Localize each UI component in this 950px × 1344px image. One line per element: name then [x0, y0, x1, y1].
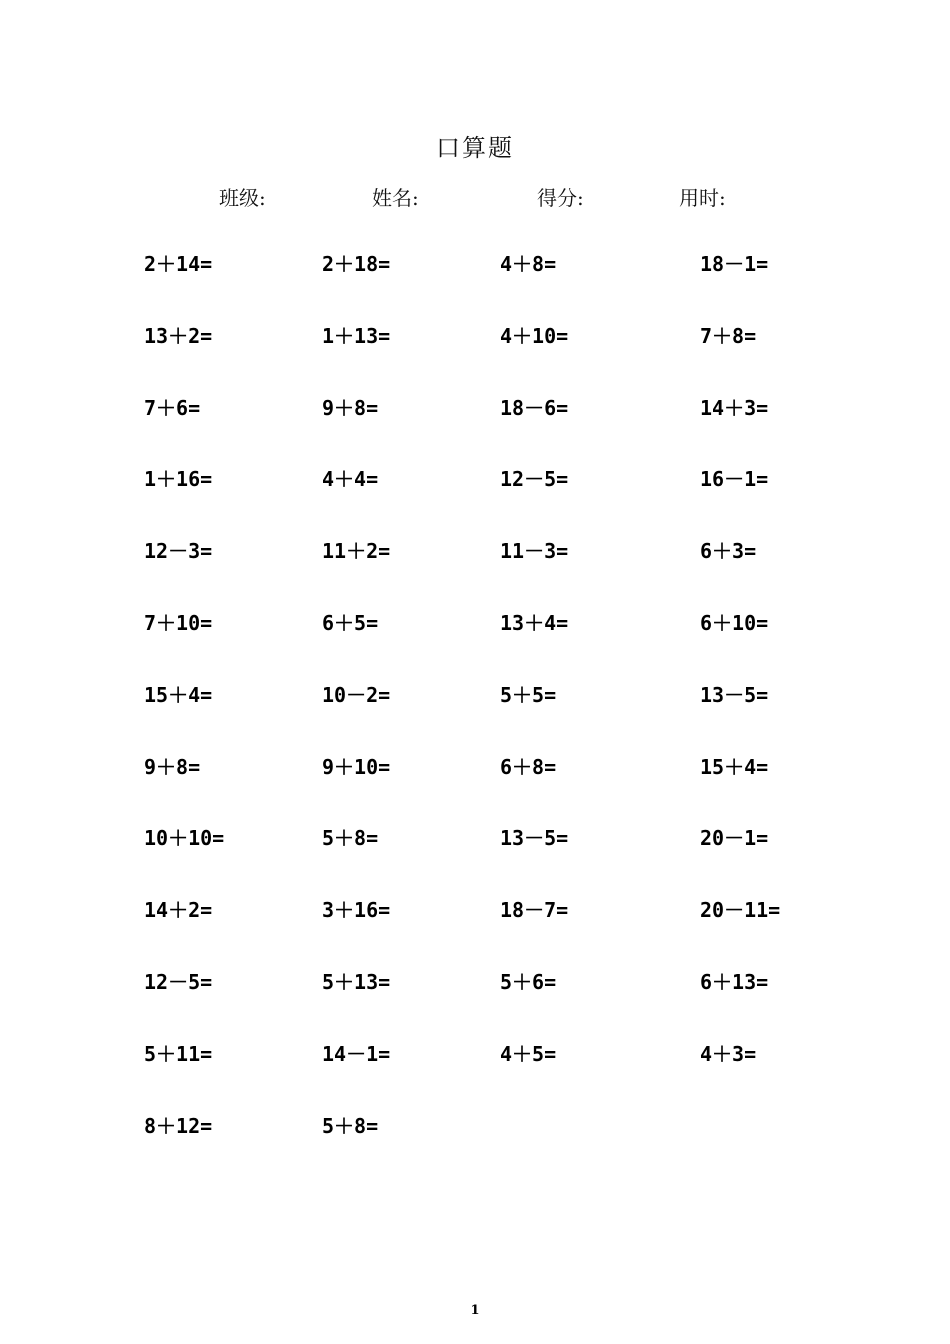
problem-item: 9＋10=	[322, 755, 391, 779]
problem-item: 2＋14=	[144, 252, 213, 276]
problem-item: 4＋8=	[500, 252, 557, 276]
problem-item: 7＋8=	[700, 324, 757, 348]
problem-item: 20－1=	[700, 826, 769, 850]
problem-item: 18－1=	[700, 252, 769, 276]
problem-item: 7＋10=	[144, 611, 213, 635]
problem-item: 4＋3=	[700, 1042, 757, 1066]
name-field-label: 姓名:	[372, 186, 419, 210]
problem-item: 14－1=	[322, 1042, 391, 1066]
problem-item: 14＋2=	[144, 898, 213, 922]
problem-item: 8＋12=	[144, 1114, 213, 1138]
problem-item: 4＋10=	[500, 324, 569, 348]
problem-item: 5＋11=	[144, 1042, 213, 1066]
problem-item: 1＋16=	[144, 467, 213, 491]
problem-item: 16－1=	[700, 467, 769, 491]
problem-item: 10＋10=	[144, 826, 225, 850]
problem-item: 12－3=	[144, 539, 213, 563]
problem-item: 15＋4=	[700, 755, 769, 779]
problem-item: 20－11=	[700, 898, 781, 922]
problem-item: 10－2=	[322, 683, 391, 707]
problem-item: 18－6=	[500, 396, 569, 420]
problem-item: 9＋8=	[144, 755, 201, 779]
page-number: 1	[470, 1303, 480, 1318]
time-field-label: 用时:	[679, 186, 726, 210]
problem-item: 5＋13=	[322, 970, 391, 994]
problem-item: 5＋8=	[322, 826, 379, 850]
problem-item: 6＋13=	[700, 970, 769, 994]
problem-item: 13＋4=	[500, 611, 569, 635]
problem-item: 11－3=	[500, 539, 569, 563]
problem-item: 4＋5=	[500, 1042, 557, 1066]
problem-item: 18－7=	[500, 898, 569, 922]
problem-item: 1＋13=	[322, 324, 391, 348]
problem-item: 13－5=	[500, 826, 569, 850]
problem-item: 4＋4=	[322, 467, 379, 491]
problem-item: 15＋4=	[144, 683, 213, 707]
problem-item: 6＋10=	[700, 611, 769, 635]
problem-item: 6＋8=	[500, 755, 557, 779]
problem-item: 5＋6=	[500, 970, 557, 994]
problem-item: 13－5=	[700, 683, 769, 707]
problem-item: 5＋8=	[322, 1114, 379, 1138]
class-field-label: 班级:	[219, 186, 266, 210]
problem-item: 14＋3=	[700, 396, 769, 420]
problem-item: 12－5=	[500, 467, 569, 491]
problem-item: 6＋5=	[322, 611, 379, 635]
problem-item: 9＋8=	[322, 396, 379, 420]
problem-item: 3＋16=	[322, 898, 391, 922]
problem-item: 6＋3=	[700, 539, 757, 563]
problem-item: 13＋2=	[144, 324, 213, 348]
score-field-label: 得分:	[537, 186, 584, 210]
problem-item: 11＋2=	[322, 539, 391, 563]
worksheet-title: 口算题	[436, 134, 514, 162]
problem-item: 7＋6=	[144, 396, 201, 420]
problem-item: 12－5=	[144, 970, 213, 994]
problem-item: 2＋18=	[322, 252, 391, 276]
problem-item: 5＋5=	[500, 683, 557, 707]
